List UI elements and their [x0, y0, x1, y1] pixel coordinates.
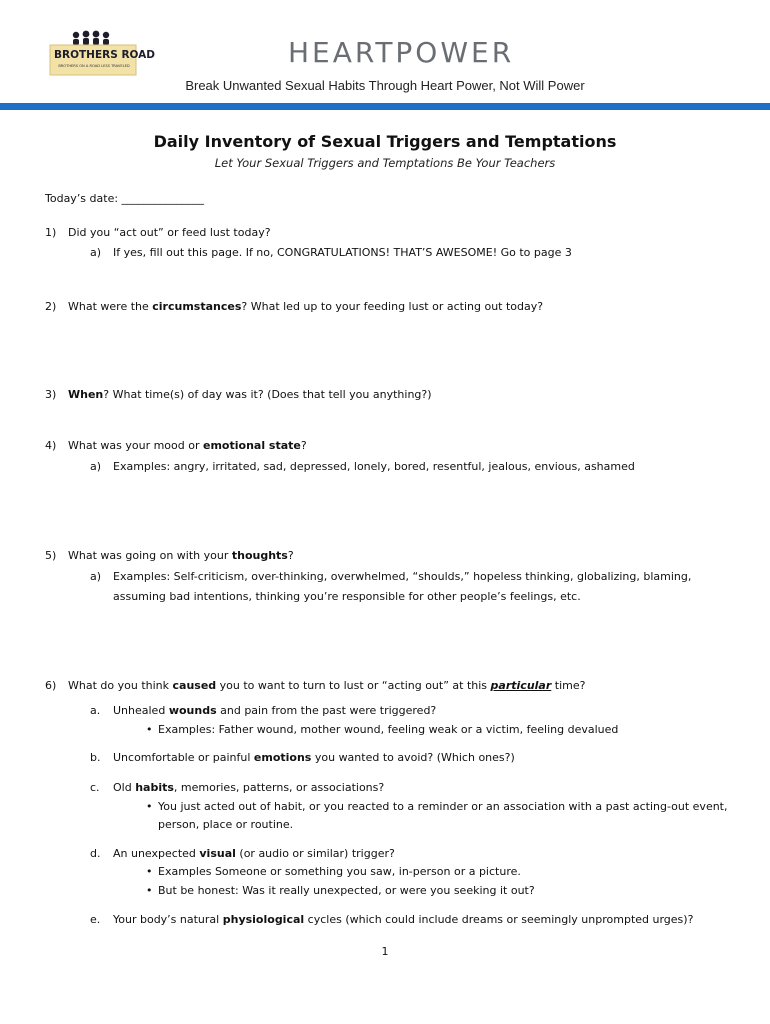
q2-text: What were the circumstances? What led up to your feeding lust or acting out today?: [68, 300, 544, 313]
q5a-line2: assuming bad intentions, thinking you’re responsible for other people’s feelings, etc.: [113, 590, 581, 603]
q6d-bullet2: But be honest: Was it really unexpected, or were you seeking it out?: [158, 884, 535, 897]
tagline: Break Unwanted Sexual Habits Through Heart Power, Not Will Power: [185, 78, 585, 93]
header-rule: [0, 103, 770, 110]
q1-text: Did you “act out” or feed lust today?: [68, 226, 271, 239]
bullet-icon: •: [146, 723, 153, 736]
date-line: Today’s date: _______________: [45, 192, 205, 205]
q6c-bullet1: You just acted out of habit, or you reacted to a reminder or an association with a past acting-out event,: [158, 800, 728, 813]
q3-text: When? What time(s) of day was it? (Does that tell you anything?): [68, 388, 432, 401]
q6a-label: a.: [90, 704, 101, 717]
q6c-bullet1b: person, place or routine.: [158, 818, 294, 831]
q5a-line1: Examples: Self-criticism, over-thinking, overwhelmed, “shoulds,” hopeless thinking, globalizing, blaming,: [113, 570, 692, 583]
logo-left-text: BROTHERS ROAD: [54, 49, 156, 61]
q6e-text: Your body’s natural physiological cycles (which could include dreams or seemingly unprompted urges)?: [113, 913, 694, 926]
q4-number: 4): [45, 439, 57, 452]
q1-number: 1): [45, 226, 57, 239]
q6d-bullet1: Examples Someone or something you saw, in-person or a picture.: [158, 865, 521, 878]
q4-text: What was your mood or emotional state?: [68, 439, 307, 452]
logo-left-small: BROTHERS ON A ROAD LESS TRAVELED: [58, 64, 130, 68]
q6e-label: e.: [90, 913, 101, 926]
q6-text: What do you think caused you to want to turn to lust or “acting out” at this particular time?: [68, 679, 586, 692]
page-number: 1: [381, 945, 389, 958]
q5-text: What was going on with your thoughts?: [68, 549, 294, 562]
page-title: Daily Inventory of Sexual Triggers and Temptations: [153, 132, 617, 151]
page-subtitle: Let Your Sexual Triggers and Temptations Be Your Teachers: [214, 156, 556, 170]
q1a-label: a): [90, 246, 102, 259]
brothers-road-logo: [48, 30, 156, 78]
q6-number: 6): [45, 679, 57, 692]
q6d-label: d.: [90, 847, 101, 860]
q4a-text: Examples: angry, irritated, sad, depressed, lonely, bored, resentful, jealous, envious, ashamed: [113, 460, 635, 473]
heartpower-logo: [288, 36, 514, 69]
q6a-bullet: Examples: Father wound, mother wound, feeling weak or a victim, feeling devalued: [158, 723, 619, 736]
bullet-icon: •: [146, 884, 153, 897]
q6b-label: b.: [90, 751, 101, 764]
q6c-text: Old habits, memories, patterns, or associations?: [113, 781, 385, 794]
q6a-text: Unhealed wounds and pain from the past were triggered?: [113, 704, 437, 717]
q1a-text: If yes, fill out this page. If no, CONGRATULATIONS! THAT’S AWESOME! Go to page 3: [113, 246, 572, 259]
q3-number: 3): [45, 388, 57, 401]
bullet-icon: •: [146, 800, 153, 813]
q6b-text: Uncomfortable or painful emotions you wanted to avoid? (Which ones?): [113, 751, 515, 764]
q4a-label: a): [90, 460, 102, 473]
q6c-label: c.: [90, 781, 100, 794]
bullet-icon: •: [146, 865, 153, 878]
q5a-label: a): [90, 570, 102, 583]
q2-number: 2): [45, 300, 57, 313]
heartpower-logo-text: HEARTPOWER: [288, 36, 515, 69]
q5-number: 5): [45, 549, 57, 562]
q6d-text: An unexpected visual (or audio or similar) trigger?: [113, 847, 395, 860]
